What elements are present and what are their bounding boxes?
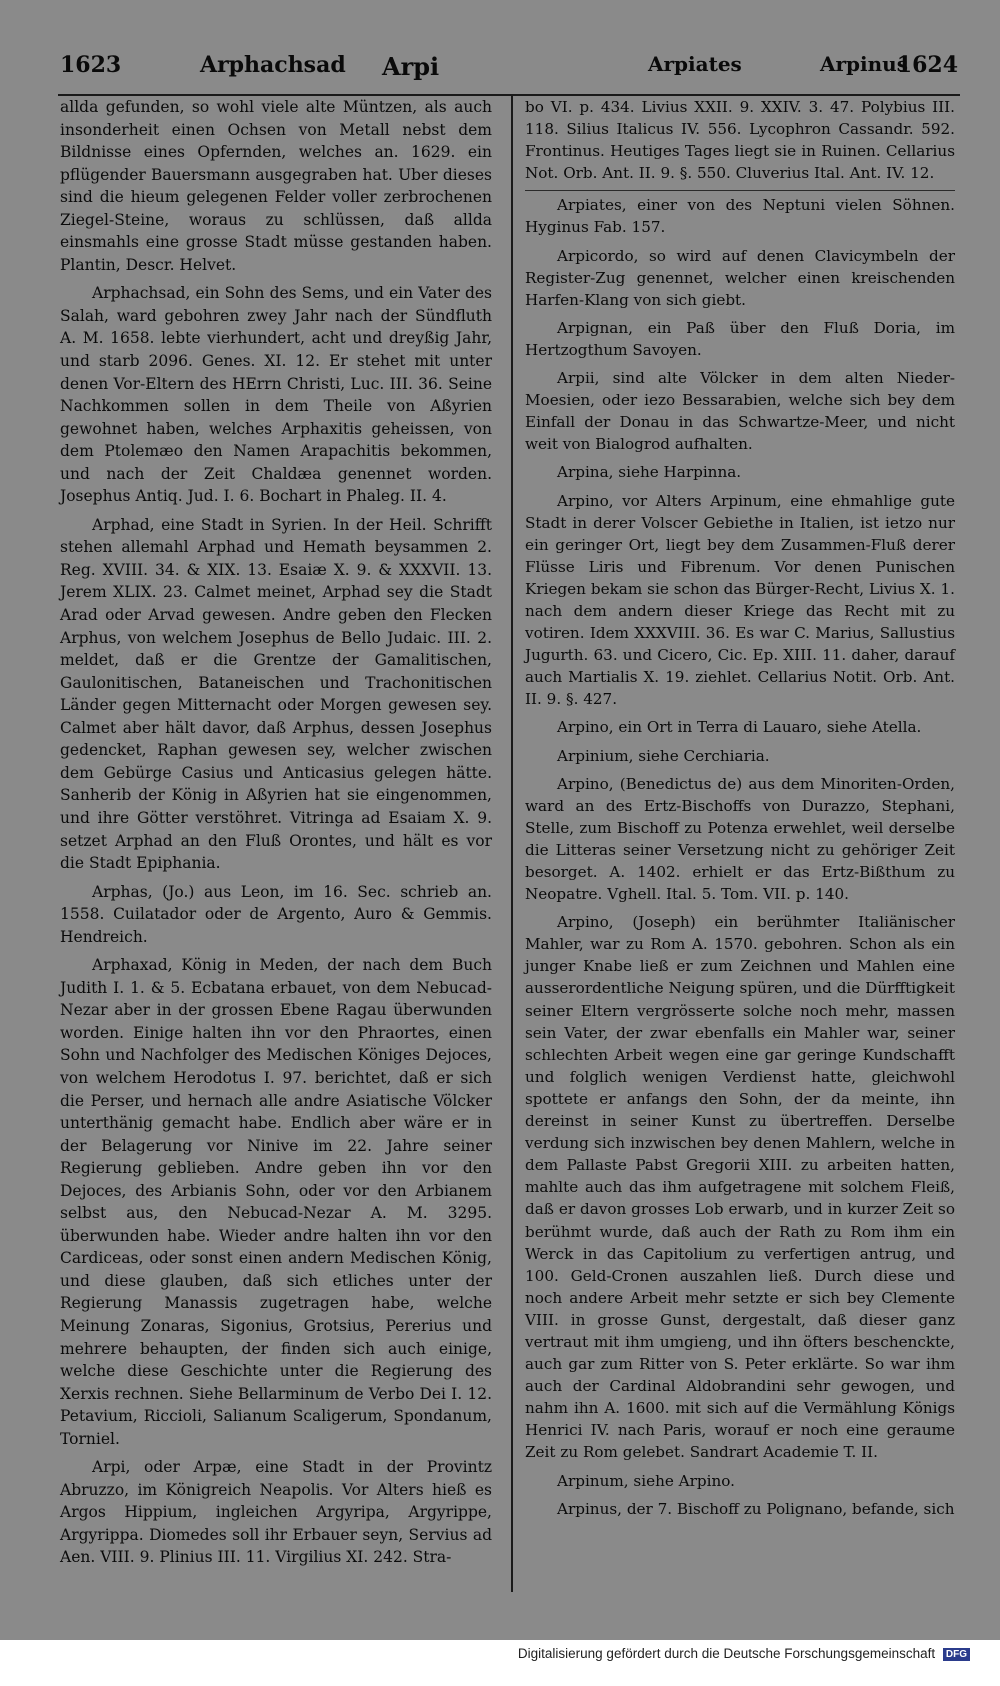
credit-text: Digitalisierung gefördert durch die Deutsche Forschungsgemeinschaft	[517, 1646, 936, 1661]
digitization-credit	[518, 1646, 970, 1661]
dfg-logo: DFG	[943, 1648, 970, 1661]
entry-arpinium: Arpinium, siehe Cerchiaria.	[557, 746, 770, 765]
entry-arpicordo: Arpicordo, so wird auf denen Clavicymbeln der Register-Zug genennet, welcher einen kreischenden Harfen-Klang von sich giebt.	[525, 246, 955, 309]
entry-arphaxad: Arphaxad, König in Meden, der nach dem Buch Judith I. 1. & 5. Ecbatana erbauet, von dem Nebucad-Nezar aber in der grossen Ebene Ragau überwunden worden. Einige halten ihn vor den Phraortes, einen Sohn und Nachfolger des Medischen Königes Dejoces, von welchem Herodotus I. 97. berichtet, daß er sich die Perser, und hernach alle andre Asiatische Völcker unterthänig gemacht habe. Endlich aber wäre er in der Belagerung vor Ninive im 22. Jahre seiner Regierung geblieben. Andre geben ihn vor den Dejoces, des Arbianis Sohn, oder vor den Arbianem selbst aus, den Nebucad-Nezar A. M. 3295. überwunden habe. Wieder andre halten ihn vor den Cardiceas, oder sonst einen andern Medischen König, und diese glauben, daß sich etliches unter der Regierung Manassis zugetragen habe, welche Meinung Zonaras, Sigonius, Grotsius, Pererius und mehrere behaupten, der finden sich auch einige, welche diese Geschichte unter die Regierung des Xerxis rechnen. Siehe Bellarminum de Verbo Dei I. 12. Petavium, Riccioli, Salianum Scaligerum, Spondanum, Torniel.	[60, 956, 492, 1448]
page-number-right: 1624	[896, 52, 958, 78]
header-catchword-1: Arphachsad	[200, 52, 346, 78]
header-catchword-4: Arpinus	[820, 52, 908, 76]
column-divider	[511, 96, 513, 1592]
entry-arpignan: Arpignan, ein Paß über den Fluß Doria, im Hertzogthum Savoyen.	[525, 318, 955, 359]
header-catchword-2: Arpi	[382, 52, 440, 81]
entry-arpinus: Arpinus, der 7. Bischoff zu Polignano, befande, sich	[557, 1499, 955, 1518]
page-number-left: 1623	[60, 52, 122, 78]
entry-arphachsad: Arphachsad, ein Sohn des Sems, und ein Vater des Salah, ward gebohren zwey Jahr nach der Sündfluth A. M. 1658. lebte vierhundert, acht und dreyßig Jahr, und starb 2096. Genes. XI. 12. Er stehet mit unter denen Vor-Eltern des HErrn Christi, Luc. III. 36. Seine Nachkommen sollen in dem Theile von Aßyrien gewohnet haben, welches Arphaxitis geheissen, von dem Ptolemæo den Namen Arapachitis bekommen, und nach der Zeit Chaldæa genennet worden. Josephus Antiq. Jud. I. 6. Bochart in Phaleg. II. 4.	[60, 284, 492, 506]
entry-arphas: Arphas, (Jo.) aus Leon, im 16. Sec. schrieb an. 1558. Cuilatador oder de Argento, Auro & Gemmis. Hendreich.	[60, 882, 492, 946]
right-column	[525, 96, 955, 1520]
left-column	[60, 96, 492, 1569]
entry-arpino-benedictus: Arpino, (Benedictus de) aus dem Minoriten-Orden, ward an des Ertz-Bischoffs von Durazzo, Stephani, Stelle, zum Bischoff zu Potenza erwehlet, weil derselbe die Litteras seiner Versetzung nicht zu gehöriger Zeit besorget. A. 1402. erhielt er das Ertz-Bißthum zu Neopatre. Vghell. Ital. 5. Tom. VII. p. 140.	[525, 774, 955, 904]
entry-arphad: Arphad, eine Stadt in Syrien. In der Heil. Schrifft stehen allemahl Arphad und Hemath beysammen 2. Reg. XVIII. 34. & XIX. 13. Esaiæ X. 9. & XXXVII. 13. Jerem XLIX. 23. Calmet meinet, Arphad sey die Stadt Arad oder Arvad gewesen. Andre geben den Flecken Arphus, von welchem Josephus de Bello Judaic. III. 2. meldet, daß er die Grentze der Gamalitischen, Gaulonitischen, Bataneischen und Trachonitischen Länder gegen Mitternacht oder Morgen gewesen sey. Calmet aber hält davor, daß Arphus, dessen Josephus gedencket, Raphan gewesen sey, welcher zwischen dem Gebürge Casius und Anticasius gelegen hätte. Sanherib der König in Aßyrien hat sie eingenommen, und ihre Götter verstöhret. Vitringa ad Esaiam X. 9. setzet Arphad an den Fluß Orontes, und hält es vor die Stadt Epiphania.	[60, 515, 492, 873]
entry-arpino-city: Arpino, vor Alters Arpinum, eine ehmahlige gute Stadt in derer Volscer Gebiethe in Italien, ist ietzo nur ein geringer Ort, liegt bey dem Zusammen-Fluß derer Flüsse Liris und Fibrenum. Vor denen Punischen Kriegen bekam sie schon das Bürger-Recht, Livius X. 1. nach dem andern dieser Kriege das Recht mit zu votiren. Idem XXXVIII. 36. Es war C. Marius, Sallustius Jugurth. 63. und Cicero, Cic. Ep. XIII. 11. daher, darauf auch Martialis X. 19. ziehlet. Cellarius Notit. Orb. Ant. II. 9. §. 427.	[525, 491, 955, 709]
entry-arpino-ort: Arpino, ein Ort in Terra di Lauaro, siehe Atella.	[557, 718, 922, 737]
entry-arpino-joseph: Arpino, (Joseph) ein berühmter Italiänischer Mahler, war zu Rom A. 1570. gebohren. Schon als ein junger Knabe ließ er zum Zeichnen und Mahlen eine ausserordentliche Neigung spüren, und die Dürfftigkeit seiner Eltern vergrösserte solche noch mehr, massen sein Vater, der zwar ebenfalls ein Mahler war, seiner schlechten Arbeit wegen eine gar geringe Kundschafft und folglich wenigen Verdienst hatte, gleichwohl spottete er anfangs den Sohn, der da meinte, ihn dereinst in seiner Kunst zu übertreffen. Derselbe verdung sich inzwischen bey denen Mahlern, welche in dem Pallaste Pabst Gregorii XIII. zu arbeiten hatten, mahlte auch das ihm aufgetragene mit solchem Fleiß, daß er davon grosses Lob erwarb, und in kurzer Zeit so berühmt wurde, daß auch der Rath zu Rom ihm ein Werck in das Capitolium zu verfertigen antrug, und 100. Geld-Cronen auszahlen ließ. Durch diese und noch andere Arbeit mehr setzte er sich bey Clemente VIII. in grosse Gunst, dergestalt, daß dieser ganz vertraut mit ihm umgieng, und ihn öfters beschenckte, auch gar zum Ritter von S. Peter erklärte. So war ihm auch der Cardinal Aldobrandini sehr gewogen, und nahm ihn A. 1600. mit sich auf die Vermählung Königs Henrici IV. nach Paris, worauf er noch eine geraume Zeit zu Rom gelebet. Sandrart Academie T. II.	[525, 913, 955, 1462]
entry-allda: allda gefunden, so wohl viele alte Müntzen, als auch insonderheit einen Ochsen von Metall nebst dem Bildnisse eines Opfernden, welches an. 1629. ein pflügender Bauersmann ausgegraben hat. Uber dieses sind die hieum gelegenen Felder voller zerbrochenen Ziegel-Steine, woraus zu schlüssen, daß allda einsmahls eine grosse Stadt müsse gestanden haben. Plantin, Descr. Helvet.	[60, 98, 492, 274]
header-catchword-3: Arpiates	[648, 52, 742, 76]
entry-arpina: Arpina, siehe Harpinna.	[557, 463, 742, 482]
page-header	[60, 52, 958, 88]
entry-arpinum: Arpinum, siehe Arpino.	[557, 1471, 735, 1490]
entry-arpi: Arpi, oder Arpæ, eine Stadt in der Provintz Abruzzo, im Königreich Neapolis. Vor Alters hieß es Argos Hippium, ingleichen Argyripa, Argyrippe, Argyrippa. Diomedes soll ihr Erbauer seyn, Servius ad Aen. VIII. 9. Plinius III. 11. Virgilius XI. 242. Stra-	[60, 1458, 492, 1567]
entry-arpiates: Arpiates, einer von des Neptuni vielen Söhnen. Hyginus Fab. 157.	[525, 190, 955, 238]
entry-arpii: Arpii, sind alte Völcker in dem alten Nieder-Moesien, oder iezo Bessarabien, welche sich bey dem Einfall der Donau in das Schwartze-Meer, und nicht weit von Bialogrod aufhalten.	[525, 369, 955, 454]
entry-strabo-cont: bo VI. p. 434. Livius XXII. 9. XXIV. 3. 47. Polybius III. 118. Silius Italicus IV. 556. Lycophron Cassandr. 592. Frontinus. Heutiges Tages liegt sie in Ruinen. Cellarius Not. Orb. Ant. II. 9. §. 550. Cluverius Ital. Ant. IV. 12.	[525, 98, 955, 183]
